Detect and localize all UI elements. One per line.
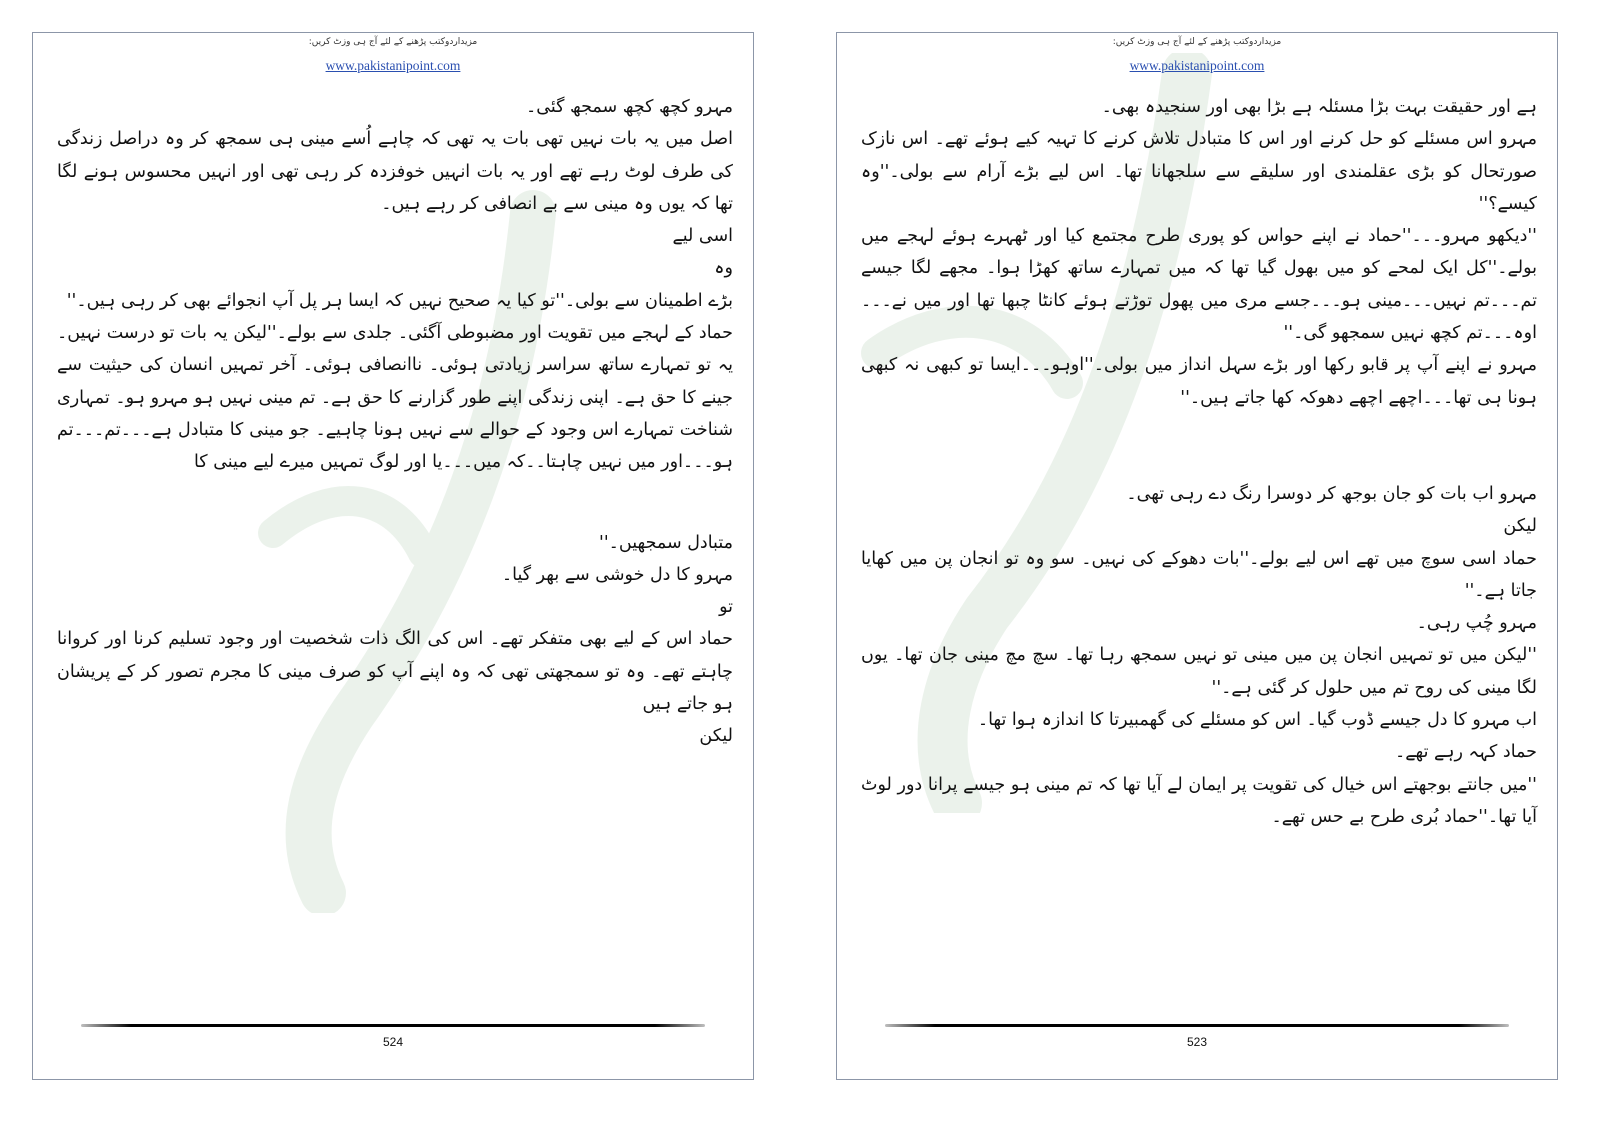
page-524	[32, 32, 754, 1080]
header-website-link[interactable]: www.pakistanipoint.com	[325, 58, 461, 73]
page-number: 524	[382, 1035, 404, 1049]
paragraph: مہرو کچھ کچھ سمجھ گئی۔	[526, 97, 733, 117]
header-website-link[interactable]: www.pakistanipoint.com	[1129, 58, 1265, 73]
paragraph: مہرو اس مسئلے کو حل کرنے اور اس کا متبادل تلاش کرنے کا تہیہ کیے ہوئے تھے۔ اس نازک صورتحال کو بڑی عقلمندی اور سلیقے سے سلجھانا تھا۔ اس لیے بڑے آرام سے بولی۔''وہ کیسے؟''	[861, 129, 1537, 214]
footer-rule	[81, 1024, 705, 1027]
paragraph: اسی لیے	[672, 226, 733, 247]
paragraph: اب مہرو کا دل جیسے ڈوب گیا۔ اس کو مسئلے کی گھمبیرتا کا اندازہ ہوا تھا۔	[977, 710, 1537, 731]
paragraph: تو	[719, 597, 733, 618]
left-page-text	[57, 91, 733, 753]
paragraph: ''لیکن میں تو تمہیں انجان پن میں مینی تو نہیں سمجھ رہا تھا۔ سچ مچ مینی جان تھا۔ یوں لگا مینی کی روح تم میں حلول کر گئی ہے۔''	[861, 645, 1537, 698]
spacer	[57, 479, 733, 527]
paragraph: حماد اسی سوچ میں تھے اس لیے بولے۔''بات دھوکے کی نہیں۔ سو وہ تو انجان پن میں کھایا جاتا ہے۔''	[861, 548, 1537, 601]
paragraph: ''دیکھو مہرو۔۔۔''حماد نے اپنے حواس کو پوری طرح مجتمع کیا اور ٹھہرے ہوئے لہجے میں بولے۔''کل ایک لمحے کو میں بھول گیا تھا کہ میں تمہارے ساتھ کھڑا ہوا۔ مجھے لگا جیسے تم۔۔۔تم نہیں۔۔۔مینی ہو۔۔۔جسے مری میں پھول توڑتے ہوئے کانٹا چبھا تھا اور میں نے۔۔۔اوہ۔۔۔تم کچھ نہیں سمجھو گی۔''	[861, 226, 1537, 344]
paragraph: ہے اور حقیقت بہت بڑا مسئلہ ہے بڑا بھی اور سنجیدہ بھی۔	[1101, 97, 1537, 117]
paragraph: مہرو چُپ رہی۔	[1416, 613, 1537, 634]
paragraph: لیکن	[1503, 516, 1537, 537]
paragraph: بڑے اطمینان سے بولی۔''تو کیا یہ صحیح نہیں کہ ایسا ہر پل آپ انجوائے بھی کر رہی ہیں۔''	[66, 290, 733, 311]
paragraph: حماد کہہ رہے تھے۔	[1395, 742, 1537, 763]
paragraph: مہرو نے اپنے آپ پر قابو رکھا اور بڑے سہل انداز میں بولی۔''اوہو۔۔۔ایسا تو کبھی نہ کبھی ہونا ہی تھا۔۔۔اچھے اچھے دھوکہ کھا جاتے ہیں۔''	[861, 355, 1537, 408]
paragraph: اصل میں یہ بات نہیں تھی بات یہ تھی کہ چاہے اُسے مینی ہی سمجھ کر وہ دراصل زندگی کی طرف لوٹ رہے تھے اور یہ بات انہیں خوفزدہ کر رہی تھی اور انہیں محسوس ہونے لگا تھا کہ یوں وہ مینی سے بے انصافی کر رہے ہیں۔	[57, 129, 733, 214]
paragraph: لیکن	[699, 726, 733, 747]
header-note: مزیداردوکتب پڑھنے کے لئے آج ہی وزٹ کریں:	[1112, 37, 1282, 47]
page-number: 523	[1186, 1035, 1208, 1049]
header-note: مزیداردوکتب پڑھنے کے لئے آج ہی وزٹ کریں:	[308, 37, 478, 47]
paragraph: مہرو کا دل خوشی سے بھر گیا۔	[501, 564, 733, 585]
paragraph: حماد اس کے لیے بھی متفکر تھے۔ اس کی الگ ذات شخصیت اور وجود تسلیم کرنا اور کروانا چاہتے تھے۔ وہ تو سمجھتی تھی کہ وہ اپنے آپ کو صرف مینی کا مجرم تصور کر کے پریشان ہو جاتے ہیں	[57, 629, 733, 715]
footer-rule	[885, 1024, 1509, 1027]
spacer	[861, 414, 1537, 478]
paragraph: ''میں جانتے بوجھتے اس خیال کی تقویت پر ایمان لے آیا تھا کہ تم مینی ہو جیسے پرانا دور لوٹ آیا تھا۔''حماد بُری طرح بے حس تھے۔	[861, 774, 1537, 827]
right-page-text	[861, 91, 1537, 833]
paragraph: متبادل سمجھیں۔''	[599, 532, 733, 553]
paragraph: وہ	[714, 258, 733, 279]
paragraph: حماد کے لہجے میں تقویت اور مضبوطی آگئی۔ جلدی سے بولے۔''لیکن یہ بات تو درست نہیں۔ یہ تو تمہارے ساتھ سراسر زیادتی ہوئی۔ ناانصافی ہوئی۔ آخر تمہیں انسان کی حیثیت سے جینے کا حق ہے۔ اپنی زندگی اپنے طور گزارنے کا حق ہے۔ تم مینی نہیں ہو مہرو ہو۔ تمہاری شناخت تمہارے اس وجود کے حوالے سے نہیں ہونا چاہیے۔ جو مینی کا متبادل ہے۔۔۔تم۔۔۔تم ہو۔۔۔اور میں نہیں چاہتا۔۔کہ میں۔۔۔یا اور لوگ تمہیں میرے لیے مینی کا	[57, 323, 733, 473]
page-523	[836, 32, 1558, 1080]
paragraph: مہرو اب بات کو جان بوجھ کر دوسرا رنگ دے رہی تھی۔	[1126, 483, 1537, 504]
